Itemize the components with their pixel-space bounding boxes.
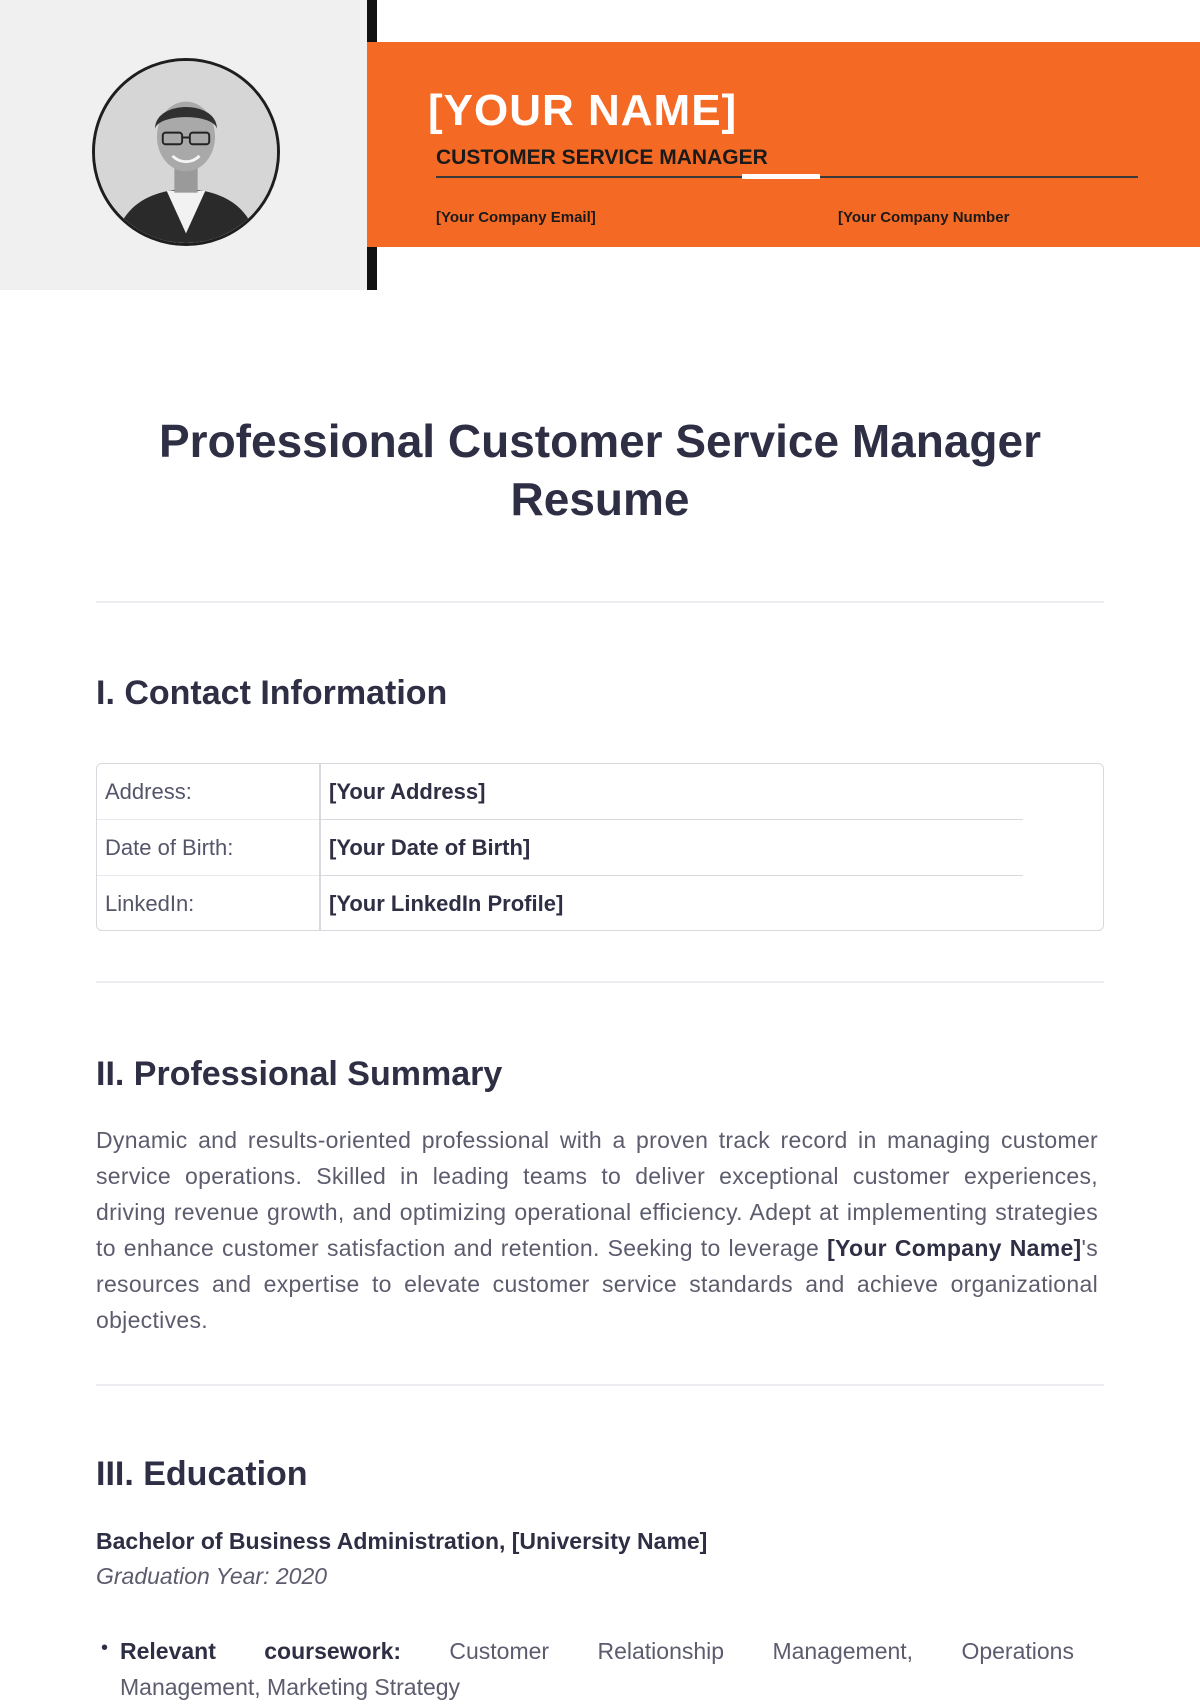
dob-value: [Your Date of Birth] — [329, 835, 531, 860]
candidate-role: CUSTOMER SERVICE MANAGER — [436, 146, 768, 169]
table-row — [97, 876, 1103, 932]
person-portrait-icon — [95, 61, 277, 243]
photo-panel — [0, 0, 367, 290]
coursework-item — [120, 1633, 1074, 1705]
summary-company-name: [Your Company Name] — [827, 1235, 1082, 1261]
dob-label: Date of Birth: — [105, 835, 234, 860]
company-number: [Your Company Number — [838, 209, 1010, 226]
linkedin-label: LinkedIn: — [105, 891, 195, 916]
table-row — [97, 820, 1103, 876]
document-title-line-2: Resume — [510, 473, 690, 525]
header-rule-accent — [742, 174, 820, 179]
section-divider — [96, 981, 1104, 983]
coursework-word: Operations — [961, 1638, 1074, 1664]
contact-table — [96, 763, 1104, 931]
summary-text-after: 's resources and expertise to elevate customer service standards and achieve organizational objectives. — [96, 1235, 1099, 1333]
summary-paragraph — [96, 1122, 1098, 1338]
section-divider — [96, 1384, 1104, 1386]
document-title — [96, 412, 1104, 528]
coursework-label-part-1: Relevant — [120, 1638, 216, 1664]
profile-photo — [92, 58, 280, 246]
contact-heading: I. Contact Information — [96, 674, 448, 712]
coursework-line-1 — [120, 1633, 1074, 1669]
section-divider — [96, 601, 1104, 603]
linkedin-value: [Your LinkedIn Profile] — [329, 891, 564, 916]
candidate-name: [YOUR NAME] — [428, 86, 738, 135]
coursework-word: Relationship — [597, 1638, 725, 1664]
address-value: [Your Address] — [329, 779, 486, 804]
education-heading: III. Education — [96, 1455, 308, 1493]
coursework-line-2: Management, Marketing Strategy — [120, 1674, 461, 1700]
company-email: [Your Company Email] — [436, 209, 596, 226]
address-label: Address: — [105, 779, 192, 804]
graduation-year: Graduation Year: 2020 — [96, 1563, 328, 1589]
coursework-word: Management, — [772, 1638, 914, 1664]
bullet-icon: • — [101, 1637, 109, 1659]
summary-heading: II. Professional Summary — [96, 1055, 503, 1093]
education-degree: Bachelor of Business Administration, [University Name] — [96, 1528, 708, 1554]
coursework-word: Customer — [449, 1638, 550, 1664]
coursework-label-part-2: coursework: — [264, 1638, 402, 1664]
document-title-line-1: Professional Customer Service Manager — [159, 415, 1041, 467]
summary-text-before: Dynamic and results-oriented professional with a proven track record in managing customer service operations. Skilled in leading teams to deliver exceptional customer experiences, driving revenue growth, and optimizing operational efficiency. Adept at implementing strategies to enhance customer satisfaction and retention. Seeking to leverage — [96, 1127, 1098, 1261]
table-row — [97, 764, 1103, 820]
